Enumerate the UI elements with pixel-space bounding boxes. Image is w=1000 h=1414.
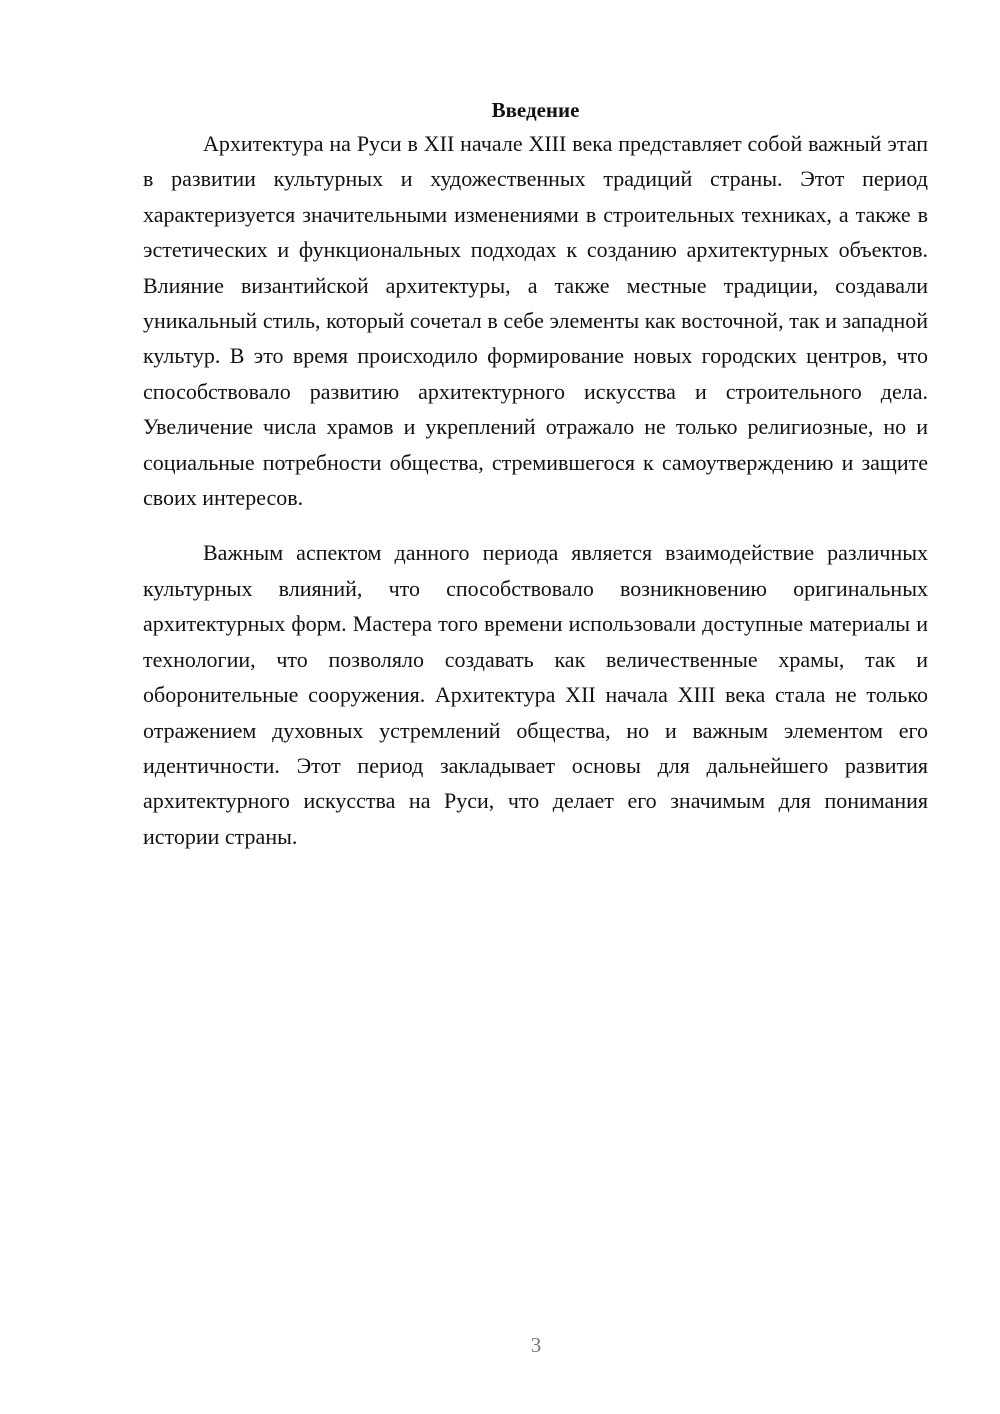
page-number [72, 1333, 1000, 1358]
page-number-text: 3 [530, 1333, 542, 1357]
page-content [143, 94, 928, 854]
section-title: Введение [491, 98, 580, 122]
paragraph-2: Важным аспектом данного периода является взаимодействие различных культурных влияний, что способствовало возникновению оригинальных архитектурных форм. Мастера того времени использовали доступные материалы и технологии, что позволяло создавать как величественные храмы, так и оборонительные сооружения. Архитектура XII начала XIII века стала не только отражением духовных устремлений общества, но и важным элементом его идентичности. Этот период закладывает основы для дальнейшего развития архитектурного искусства на Руси, что делает его значимым для понимания истории страны. [143, 540, 928, 849]
paragraph-1: Архитектура на Руси в XII начале XIII века представляет собой важный этап в развитии культурных и художественных традиций страны. Этот период характеризуется значительными изменениями в строительных техниках, а также в эстетических и функциональных подходах к созданию архитектурных объектов. Влияние византийской архитектуры, а также местные традиции, создавали уникальный стиль, который сочетал в себе элементы как восточной, так и западной культур. В это время происходило формирование новых городских центров, что способствовало развитию архитектурного искусства и строительного дела. Увеличение числа храмов и укреплений отражало не только религиозные, но и социальные потребности общества, стремившегося к самоутверждению и защите своих интересов. [143, 131, 928, 511]
